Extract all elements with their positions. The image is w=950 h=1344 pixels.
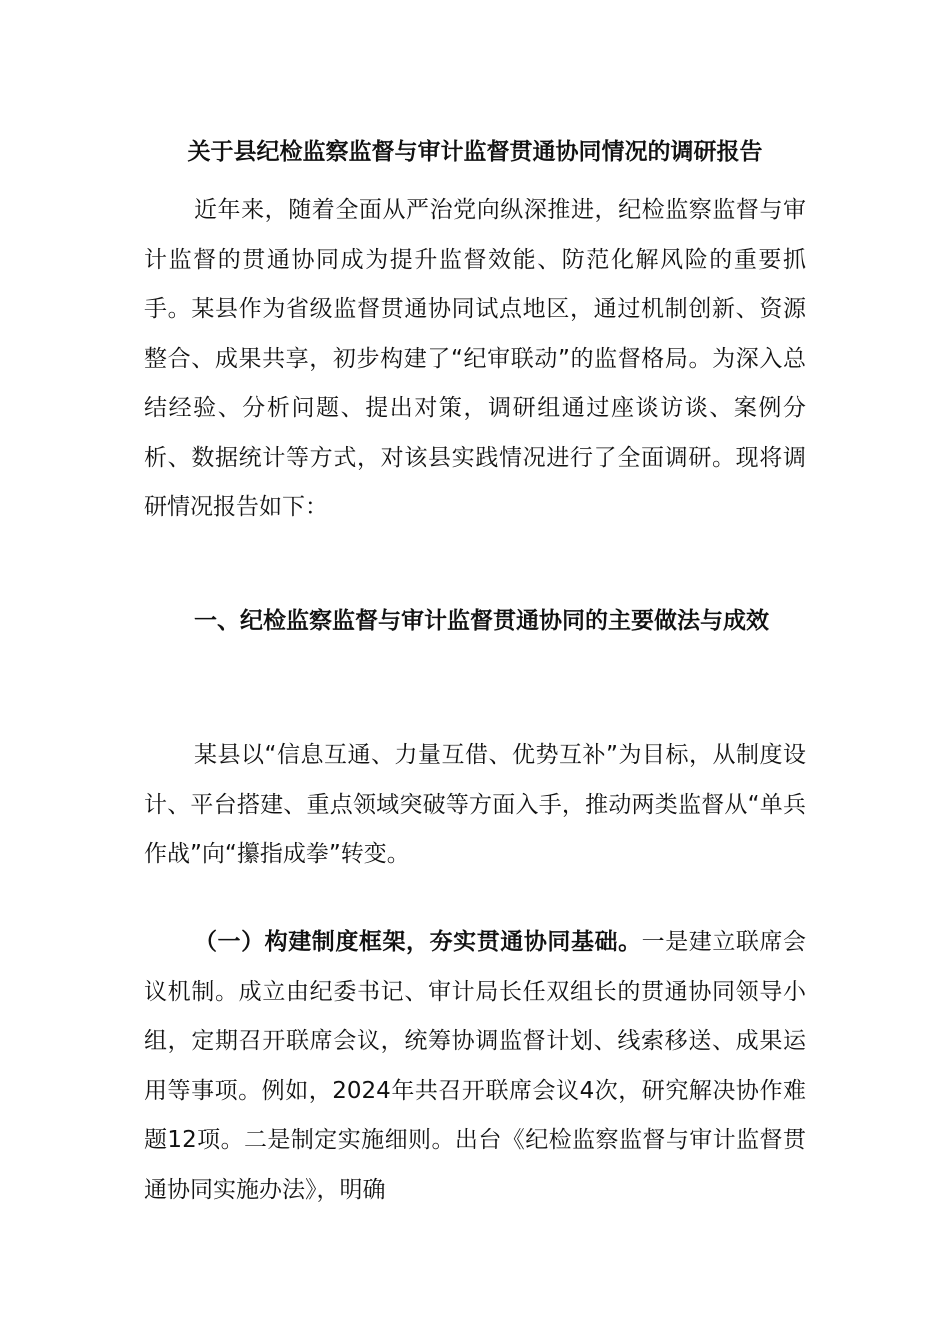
subsection-1-lead: （一）构建制度框架，夯实贯通协同基础。 xyxy=(194,929,642,955)
section-1-intro-paragraph: 某县以“信息互通、力量互借、优势互补”为目标，从制度设计、平台搭建、重点领域突破等方面入手，推动两类监督从“单兵作战”向“攥指成拳”转变。 xyxy=(144,742,806,867)
subsection-1-body: 一是建立联席会议机制。成立由纪委书记、审计局长任双组长的贯通协同领导小组，定期召开联席会议，统筹协调监督计划、线索移送、成果运用等事项。例如，2024年共召开联席会议4次，研究解决协作难题12项。二是制定实施细则。出台《纪检监察监督与审计监督贯通协同实施办法》，明确 xyxy=(144,929,807,1203)
intro-paragraph: 近年来，随着全面从严治党向纵深推进，纪检监察监督与审计监督的贯通协同成为提升监督效能、防范化解风险的重要抓手。某县作为省级监督贯通协同试点地区，通过机制创新、资源整合、成果共享，初步构建了“纪审联动”的监督格局。为深入总结经验、分析问题、提出对策，调研组通过座谈访谈、案例分析、数据统计等方式，对该县实践情况进行了全面调研。现将调研情况报告如下： xyxy=(144,197,806,520)
subsection-1-paragraph xyxy=(144,918,806,1215)
section-1-heading: 一、纪检监察监督与审计监督贯通协同的主要做法与成效 xyxy=(194,608,769,634)
document-title: 关于县纪检监察监督与审计监督贯通协同情况的调研报告 xyxy=(187,139,763,165)
